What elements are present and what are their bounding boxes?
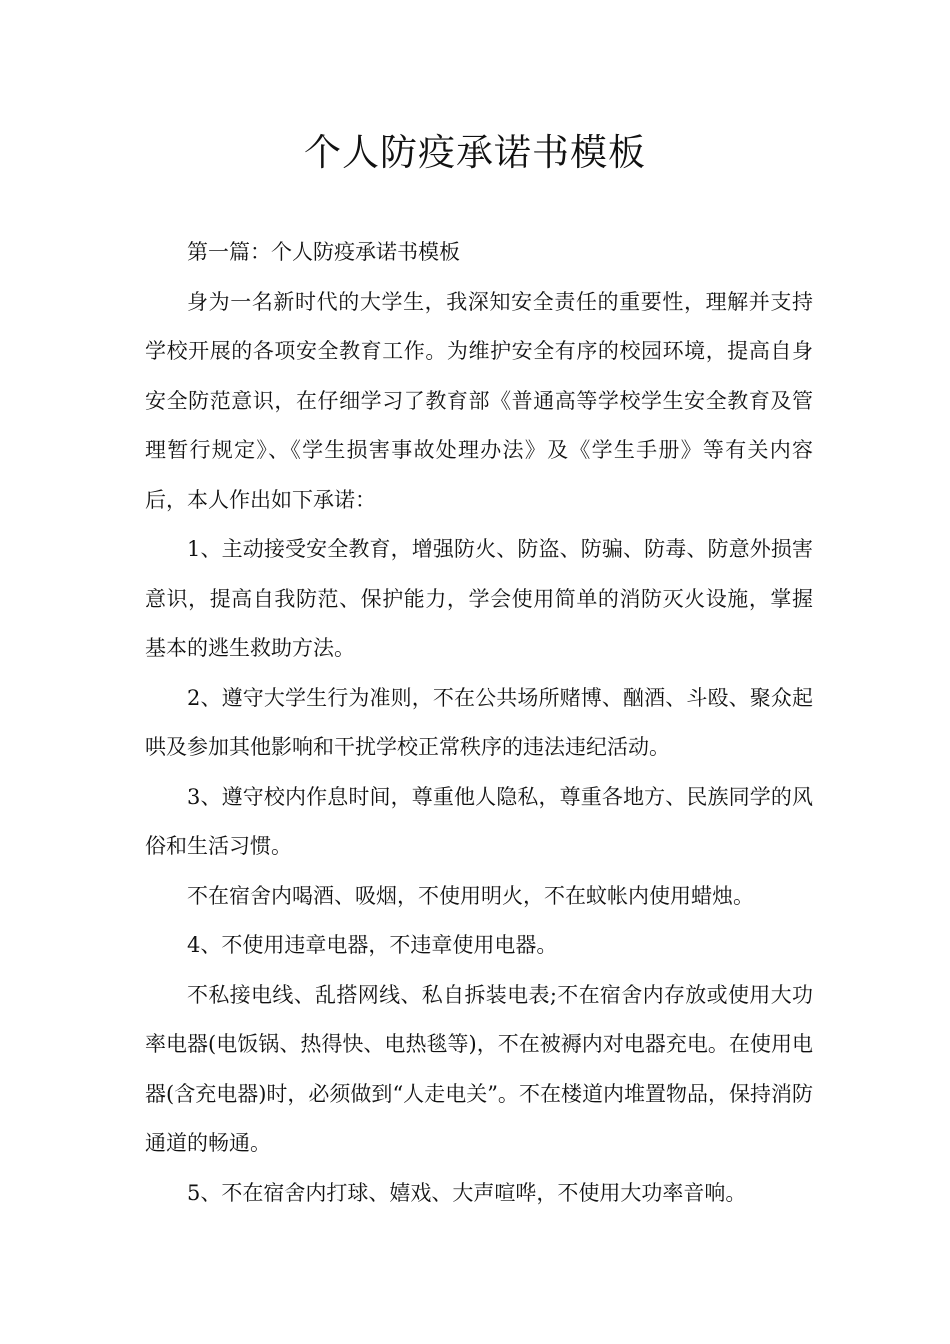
paragraph-item-1: 1、主动接受安全教育，增强防火、防盗、防骗、防毒、防意外损害意识，提高自我防范、保护能力，学会使用简单的消防灭火设施，掌握基本的逃生救助方法。	[145, 537, 813, 660]
paragraph-item-4-detail: 不私接电线、乱搭网线、私自拆装电表;不在宿舍内存放或使用大功率电器(电饭锅、热得快、电热毯等)，不在被褥内对电器充电。在使用电器(含充电器)时，必须做到“人走电关”。不在楼道内堆置物品，保持消防通道的畅通。	[145, 982, 813, 1155]
paragraph-item-5: 5、不在宿舍内打球、嬉戏、大声喧哗，不使用大功率音响。	[187, 1180, 747, 1205]
document-body	[145, 228, 813, 1218]
paragraph-item-4: 4、不使用违章电器，不违章使用电器。	[187, 933, 558, 957]
paragraph-section-heading: 第一篇：个人防疫承诺书模板	[187, 240, 460, 264]
paragraph-item-3-detail: 不在宿舍内喝酒、吸烟，不使用明火，不在蚊帐内使用蜡烛。	[187, 883, 754, 908]
paragraph-item-3: 3、遵守校内作息时间，尊重他人隐私，尊重各地方、民族同学的风俗和生活习惯。	[145, 784, 813, 858]
paragraph-intro: 身为一名新时代的大学生，我深知安全责任的重要性，理解并支持学校开展的各项安全教育工作。为维护安全有序的校园环境，提高自身安全防范意识，在仔细学习了教育部《普通高等学校学生安全教育及管理暂行规定》、《学生损害事故处理办法》及《学生手册》等有关内容后，本人作出如下承诺：	[145, 289, 813, 512]
document-title: 个人防疫承诺书模板	[304, 131, 646, 174]
paragraph-item-2: 2、遵守大学生行为准则，不在公共场所赌博、酗酒、斗殴、聚众起哄及参加其他影响和干扰学校正常秩序的违法违纪活动。	[145, 685, 813, 759]
